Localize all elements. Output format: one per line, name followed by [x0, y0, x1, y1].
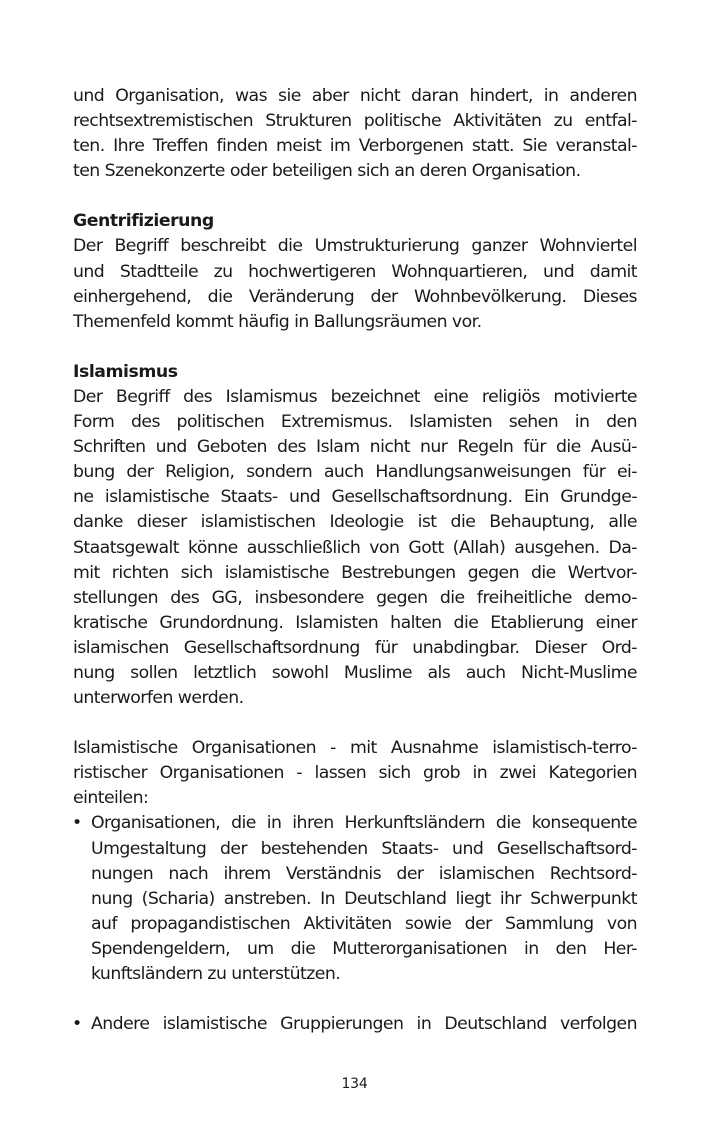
- organisationen-paragraph: [73, 736, 637, 1037]
- text-line: einteilen:: [73, 788, 149, 809]
- text-line: unterworfen werden.: [73, 688, 244, 709]
- text-line: islamischen Gesellschaftsordnung für unabdingbar. Dieser Ord-: [73, 637, 637, 658]
- text-line: Der Begriff des Islamismus bezeichnet eine religiös motivierte: [73, 386, 637, 407]
- bullet-marker: •: [72, 1014, 83, 1035]
- text-line: Organisationen, die in ihren Herkunftsländern die konsequente: [91, 813, 637, 834]
- text-line: ne islamistische Staats- und Gesellschaftsordnung. Ein Grundge-: [73, 487, 637, 508]
- text-line: Andere islamistische Gruppierungen in Deutschland verfolgen: [91, 1014, 637, 1035]
- text-line: nung (Scharia) anstreben. In Deutschland liegt ihr Schwerpunkt: [91, 888, 637, 909]
- paragraph-gap: [73, 184, 637, 209]
- text-line: Der Begriff beschreibt die Umstrukturierung ganzer Wohnviertel: [73, 236, 637, 257]
- text-line: und Organisation, was sie aber nicht daran hindert, in anderen: [73, 86, 637, 106]
- text-line: nung sollen letztlich sowohl Muslime als auch Nicht-Muslime: [73, 662, 637, 683]
- text-line: stellungen des GG, insbesondere gegen die freiheitliche demo-: [73, 587, 637, 608]
- text-line: einhergehend, die Veränderung der Wohnbevölkerung. Dieses: [73, 286, 637, 307]
- intro-paragraph: [73, 84, 637, 184]
- list-item-text: [73, 1012, 637, 1037]
- paragraph-gap: [73, 711, 637, 736]
- text-line: Schriften und Geboten des Islam nicht nur Regeln für die Ausü-: [73, 437, 637, 458]
- text-line: ristischer Organisationen - lassen sich grob in zwei Kategorien: [73, 763, 637, 784]
- text-line: danke dieser islamistischen Ideologie ist die Behauptung, alle: [73, 512, 637, 533]
- list-item: [73, 1012, 637, 1037]
- gentrifizierung-section: [73, 209, 637, 334]
- text-line: und Stadtteile zu hochwertigeren Wohnquartieren, und damit: [73, 261, 637, 282]
- text-line: Islamistische Organisationen - mit Ausnahme islamistisch-terro-: [73, 738, 637, 759]
- page-number: 134: [341, 1076, 368, 1092]
- text-line: Themenfeld kommt häufig in Ballungsräumen vor.: [73, 311, 482, 332]
- paragraph-gap: [73, 987, 637, 1012]
- text-line: Spendengeldern, um die Mutterorganisationen in den Her-: [91, 938, 637, 959]
- paragraph-gap: [73, 335, 637, 360]
- text-line: auf propagandistischen Aktivitäten sowie der Sammlung von: [91, 913, 637, 934]
- list-item-text: [73, 811, 637, 987]
- text-line: kunftsländern zu unterstützen.: [91, 964, 341, 984]
- text-line: ten. Ihre Treffen finden meist im Verborgenen statt. Sie veranstal-: [73, 136, 637, 157]
- section-heading: Islamismus: [73, 361, 178, 382]
- islamismus-section: [73, 360, 637, 711]
- list-item: [73, 811, 637, 987]
- text-line: bung der Religion, sondern auch Handlungsanweisungen für ei-: [73, 462, 637, 483]
- text-line: rechtsextremistischen Strukturen politische Aktivitäten zu entfal-: [73, 111, 637, 132]
- text-line: Umgestaltung der bestehenden Staats- und Gesellschaftsord-: [91, 838, 637, 859]
- text-line: Staatsgewalt könne ausschließlich von Gott (Allah) ausgehen. Da-: [73, 537, 637, 558]
- text-line: mit richten sich islamistische Bestrebungen gegen die Wertvor-: [73, 562, 637, 583]
- section-heading: Gentrifizierung: [73, 211, 214, 232]
- text-line: ten Szenekonzerte oder beteiligen sich an deren Organisation.: [73, 161, 581, 182]
- text-line: kratische Grundordnung. Islamisten halten die Etablierung einer: [73, 612, 637, 633]
- bullet-marker: •: [72, 813, 83, 834]
- document-page: [73, 84, 637, 1037]
- text-line: Form des politischen Extremismus. Islamisten sehen in den: [73, 412, 637, 433]
- text-line: nungen nach ihrem Verständnis der islamischen Rechtsord-: [91, 863, 637, 884]
